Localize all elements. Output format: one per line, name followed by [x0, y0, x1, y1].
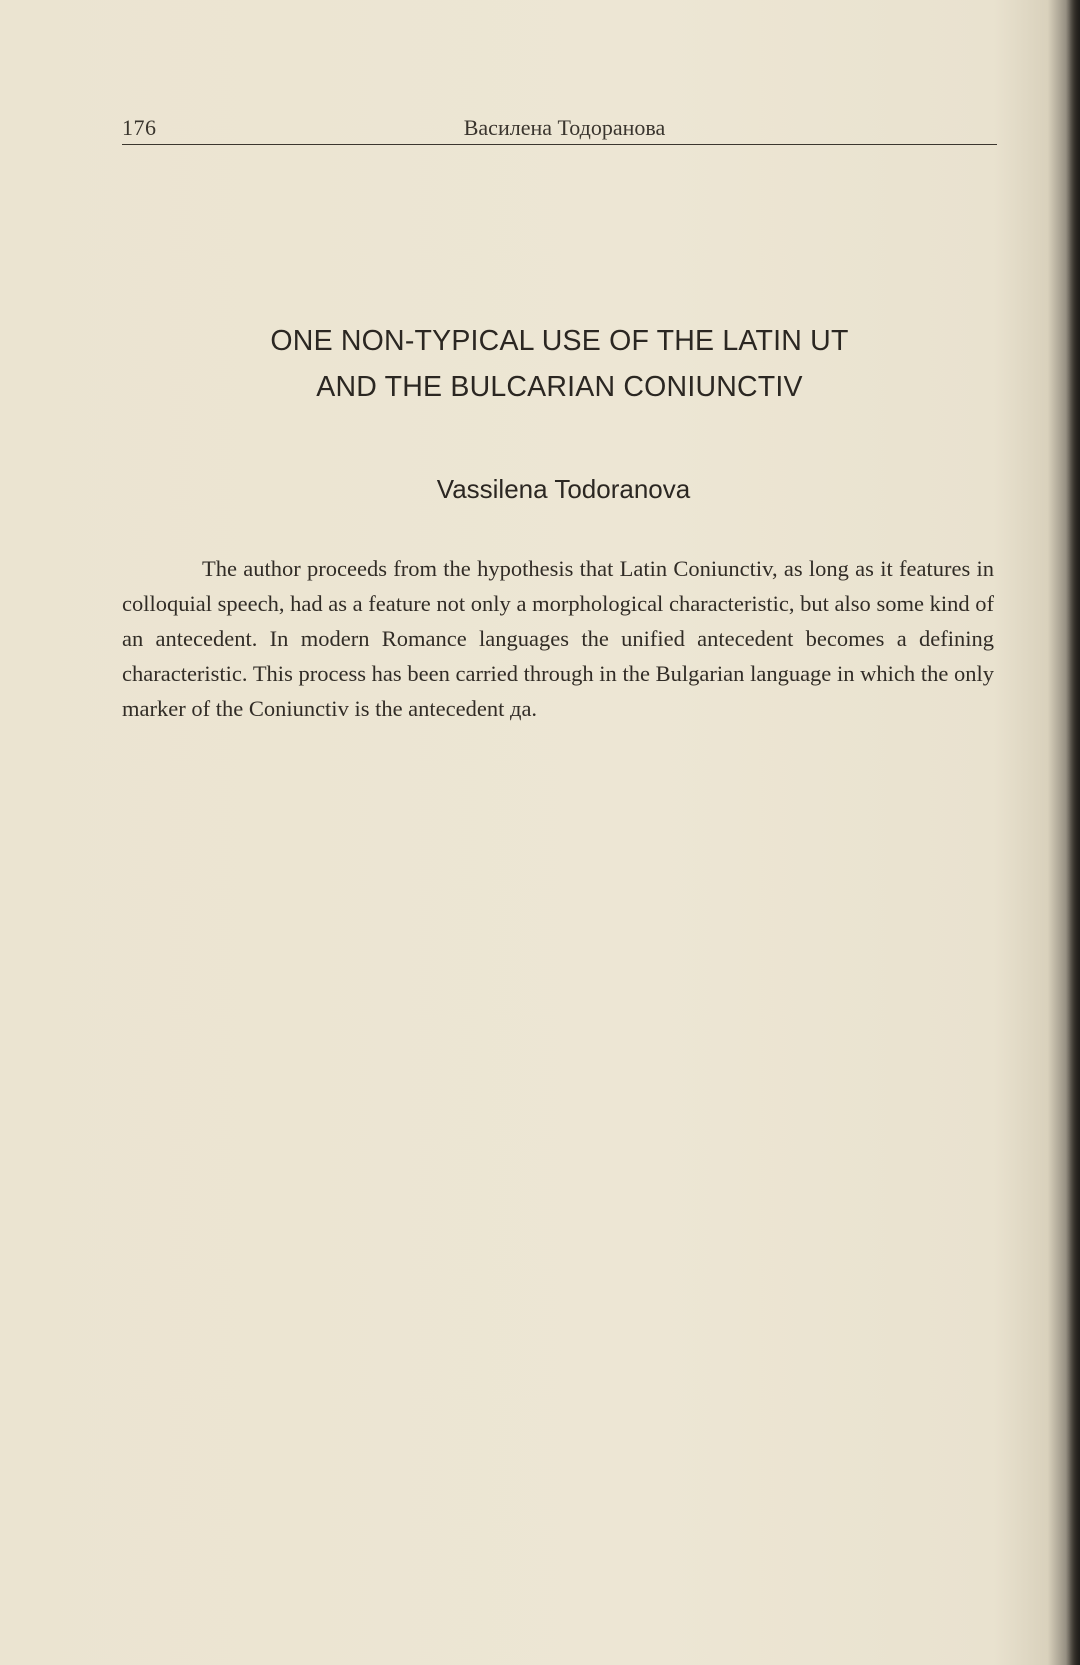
book-spine-shadow: [1066, 0, 1080, 1665]
running-head: [122, 112, 997, 145]
article-title-line-1: ONE NON-TYPICAL USE OF THE LATIN UT: [270, 325, 849, 357]
article-title-line-2: AND THE BULCARIAN CONIUNCTIV: [316, 371, 803, 403]
article-title: [122, 322, 997, 406]
abstract-paragraph: The author proceeds from the hypothesis that Latin Coniunctiv, as long as it features in colloquial speech, had as a feature not only a morphological characteristic, but also some kind of an antecedent. In modern Romance languages the unified antecedent becomes a defining characteristic. This process has been carried through in the Bulgarian language in which the only marker of the Coniunctiv is the antecedent да.: [122, 556, 994, 721]
article-author: Vassilena Todoranova: [436, 474, 691, 504]
running-head-author: Василена Тодоранова: [463, 115, 666, 140]
page-number: 176: [122, 115, 157, 140]
